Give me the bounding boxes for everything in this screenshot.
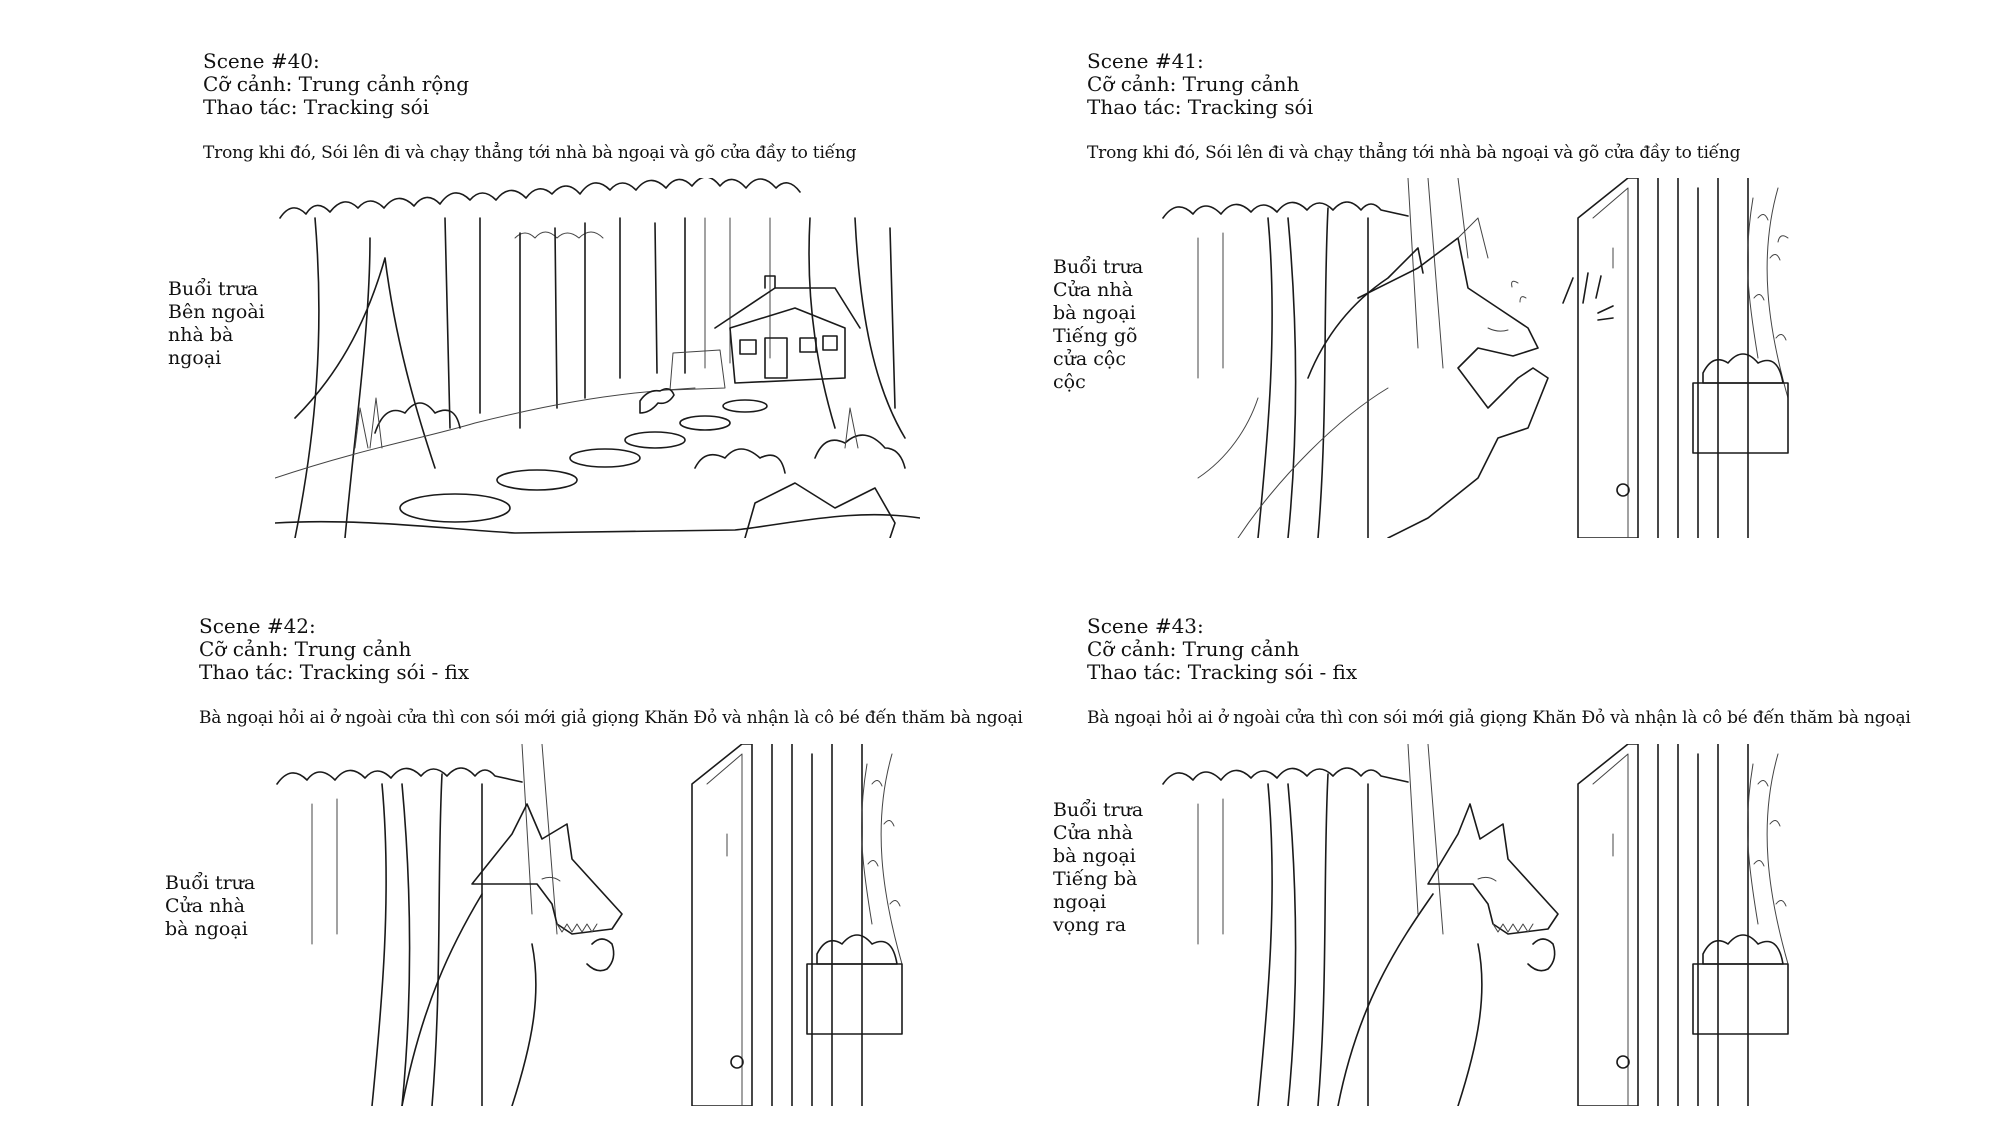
door — [1578, 178, 1638, 538]
wolf-body — [402, 894, 536, 1106]
storyboard-panel — [1158, 744, 1803, 1106]
flower-pot — [807, 964, 902, 1034]
location-note: Bên ngoài nhà bà ngoại — [168, 301, 265, 369]
scene-number: Scene #41: — [1087, 49, 1204, 73]
storyboard-panel — [272, 744, 917, 1106]
door-knob — [1617, 484, 1629, 496]
canopy-outline — [1163, 202, 1408, 218]
tree-trunks — [1258, 774, 1368, 1106]
wall-boards — [772, 744, 862, 1106]
scene-header — [203, 50, 469, 119]
sound-note: Tiếng bà ngoại vọng ra — [1053, 868, 1138, 936]
house-door — [765, 338, 787, 378]
location-note: Cửa nhà bà ngoại — [165, 895, 248, 940]
scene-41 — [1000, 0, 2000, 562]
camera-action: Thao tác: Tracking sói - fix — [199, 660, 470, 684]
tree-trunks — [1258, 208, 1368, 538]
time-note: Buổi trưa — [1053, 256, 1144, 278]
wolf-knocking-sketch — [1158, 178, 1803, 538]
door — [1578, 744, 1638, 1106]
side-notes — [168, 278, 278, 370]
door-knob — [1617, 1056, 1629, 1068]
scene-header — [1087, 615, 1357, 684]
scene-number: Scene #43: — [1087, 614, 1204, 638]
scene-40 — [0, 0, 1000, 562]
wolf-figure — [1358, 238, 1548, 538]
time-note: Buổi trưa — [1053, 799, 1144, 821]
wolf-body — [1338, 894, 1482, 1106]
camera-action: Thao tác: Tracking sói - fix — [1087, 660, 1358, 684]
location-note: Cửa nhà bà ngoại — [1053, 279, 1136, 324]
location-note: Cửa nhà bà ngoại — [1053, 822, 1136, 867]
wall-boards — [1658, 744, 1748, 1106]
storyboard-panel — [275, 178, 920, 538]
wolf-paw — [587, 939, 614, 971]
scene-number: Scene #42: — [199, 614, 316, 638]
canopy-outline — [1163, 768, 1408, 784]
flower-pot — [1693, 383, 1788, 453]
flower-pot-plants — [1703, 935, 1783, 964]
scene-description: Bà ngoại hỏi ai ở ngoài cửa thì con sói mới giả giọng Khăn Đỏ và nhận là cô bé đến thăm bà ngoại — [1087, 708, 1911, 728]
wolf-paw — [1528, 939, 1555, 971]
flower-pot-plants — [1703, 354, 1783, 383]
sound-note: Tiếng gõ cửa cộc cộc — [1053, 325, 1138, 393]
side-notes — [1053, 799, 1153, 937]
canopy-outline — [280, 178, 800, 218]
camera-action: Thao tác: Tracking sói — [1087, 95, 1314, 119]
scene-description: Trong khi đó, Sói lên đi và chạy thẳng tới nhà bà ngoại và gõ cửa đầy to tiếng — [203, 143, 857, 163]
tree-left — [295, 218, 370, 538]
scene-42 — [0, 562, 1023, 1124]
scene-header — [1087, 50, 1313, 119]
tree-trunks — [372, 774, 482, 1106]
shot-size: Cỡ cảnh: Trung cảnh — [1087, 72, 1300, 96]
wolf-head — [1428, 804, 1558, 934]
forest-house-sketch — [275, 178, 920, 538]
canopy-outline — [277, 768, 522, 784]
storyboard-panel — [1158, 178, 1803, 538]
wall-boards — [1658, 178, 1748, 538]
scene-number: Scene #40: — [203, 49, 320, 73]
time-note: Buổi trưa — [165, 872, 256, 894]
door-knob — [731, 1056, 743, 1068]
side-notes — [1053, 256, 1153, 394]
wolf-at-door-sketch — [1158, 744, 1803, 1106]
shot-size: Cỡ cảnh: Trung cảnh — [199, 637, 412, 661]
scene-description: Bà ngoại hỏi ai ở ngoài cửa thì con sói mới giả giọng Khăn Đỏ và nhận là cô bé đến thăm bà ngoại — [199, 708, 1023, 728]
wolf-at-door-sketch — [272, 744, 917, 1106]
flower-pot-plants — [817, 935, 897, 964]
scene-header — [199, 615, 469, 684]
house-roof — [715, 288, 860, 328]
scene-43 — [1000, 562, 2000, 1124]
wolf-head — [472, 804, 622, 934]
side-notes — [165, 872, 270, 941]
knock-effect-lines — [1563, 273, 1613, 320]
door — [692, 744, 752, 1106]
scene-description: Trong khi đó, Sói lên đi và chạy thẳng tới nhà bà ngoại và gõ cửa đầy to tiếng — [1087, 143, 1741, 163]
time-note: Buổi trưa — [168, 278, 259, 300]
shot-size: Cỡ cảnh: Trung cảnh — [1087, 637, 1300, 661]
shot-size: Cỡ cảnh: Trung cảnh rộng — [203, 72, 470, 96]
flower-pot — [1693, 964, 1788, 1034]
camera-action: Thao tác: Tracking sói — [203, 95, 430, 119]
